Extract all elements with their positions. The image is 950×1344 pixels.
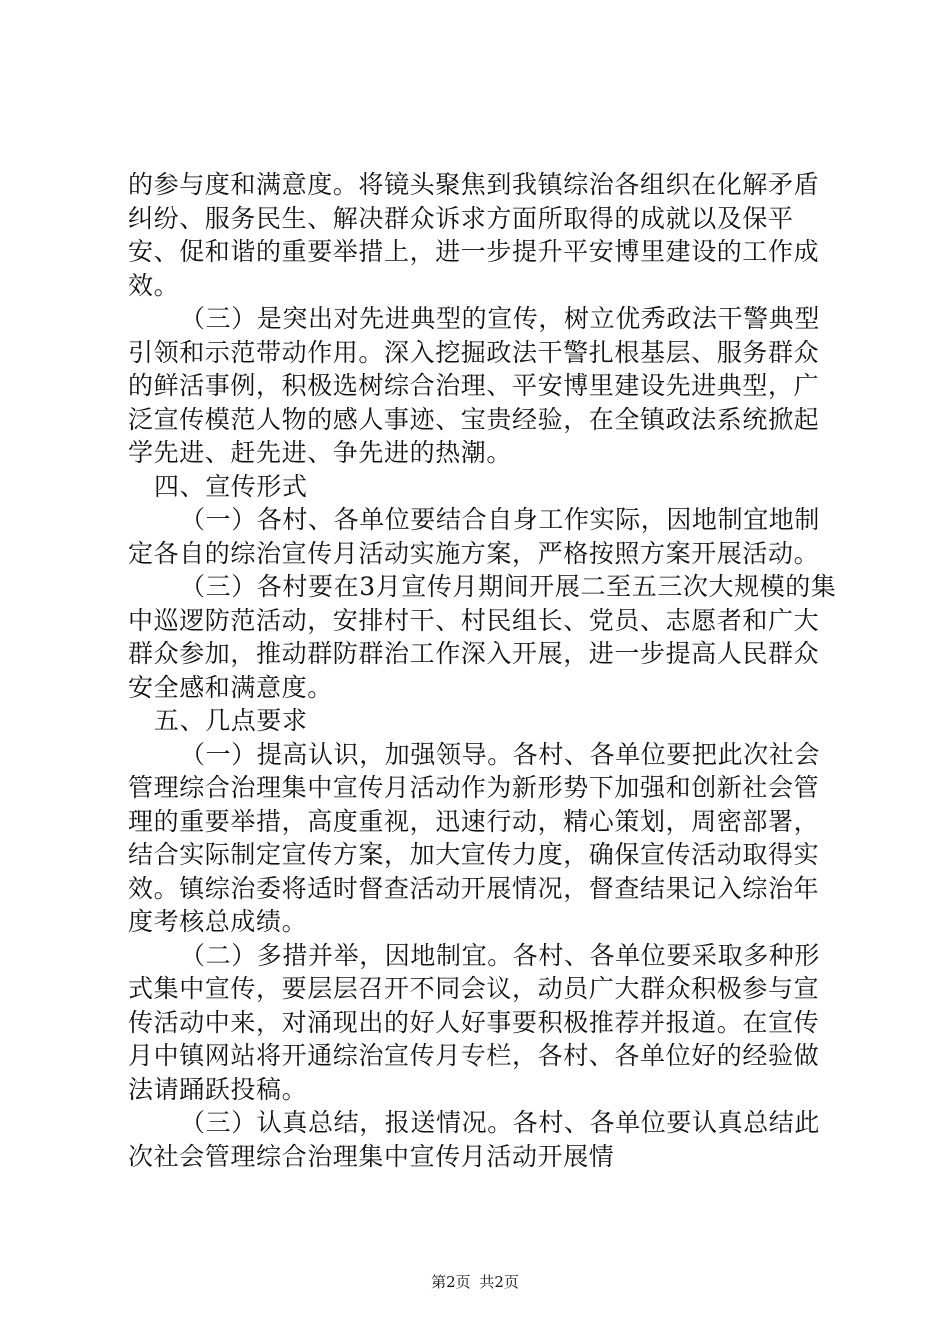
page-total: 共2页 <box>479 1273 519 1291</box>
page-number: 第2页 <box>431 1273 471 1291</box>
section-heading: 五、几点要求 <box>154 706 308 735</box>
paragraph: （三）认真总结，报送情况。各村、各单位要认真总结此次社会管理综合治理集中宣传月活动开展情 <box>128 1108 821 1171</box>
page-footer <box>0 1272 950 1292</box>
paragraph: （一）提高认识，加强领导。各村、各单位要把此次社会管理综合治理集中宣传月活动作为新形势下加强和创新社会管理的重要举措，高度重视，迅速行动，精心策划，周密部署，结合实际制定宣传方案，加大宣传力度，确保宣传活动取得实效。镇综治委将适时督查活动开展情况，督查结果记入综治年度考核总成绩。 <box>128 739 821 936</box>
paragraph: 的参与度和满意度。将镜头聚焦到我镇综治各组织在化解矛盾纠纷、服务民生、解决群众诉求方面所取得的成就以及保平安、促和谐的重要举措上，进一步提升平安博里建设的工作成效。 <box>128 170 820 300</box>
section-heading: 四、宣传形式 <box>154 471 308 501</box>
paragraph: （二）多措并举，因地制宜。各村、各单位要采取多种形式集中宣传，要层层召开不同会议，动员广大群众积极参与宣传活动中来，对涌现出的好人好事要积极推荐并报道。在宣传月中镇网站将开通综治宣传月专栏，各村、各单位好的经验做法请踊跃投稿。 <box>128 940 821 1104</box>
paragraph: （三）是突出对先进典型的宣传，树立优秀政法干警典型引领和示范带动作用。深入挖掘政法干警扎根基层、服务群众的鲜活事例，积极选树综合治理、平安博里建设先进典型，广泛宣传模范人物的感人事迹、宝贵经验，在全镇政法系统掀起学先进、赶先进、争先进的热潮。 <box>128 304 821 467</box>
paragraph: （一）各村、各单位要结合自身工作实际，因地制宜地制定各自的综治宣传月活动实施方案，严格按照方案开展活动。 <box>128 505 821 568</box>
paragraph: （三）各村要在3月宣传月期间开展二至五三次大规模的集中巡逻防范活动，安排村干、村民组长、党员、志愿者和广大群众参加，推动群防群治工作深入开展，进一步提高人民群众安全感和满意度。 <box>128 572 837 702</box>
document-body <box>128 168 838 1173</box>
